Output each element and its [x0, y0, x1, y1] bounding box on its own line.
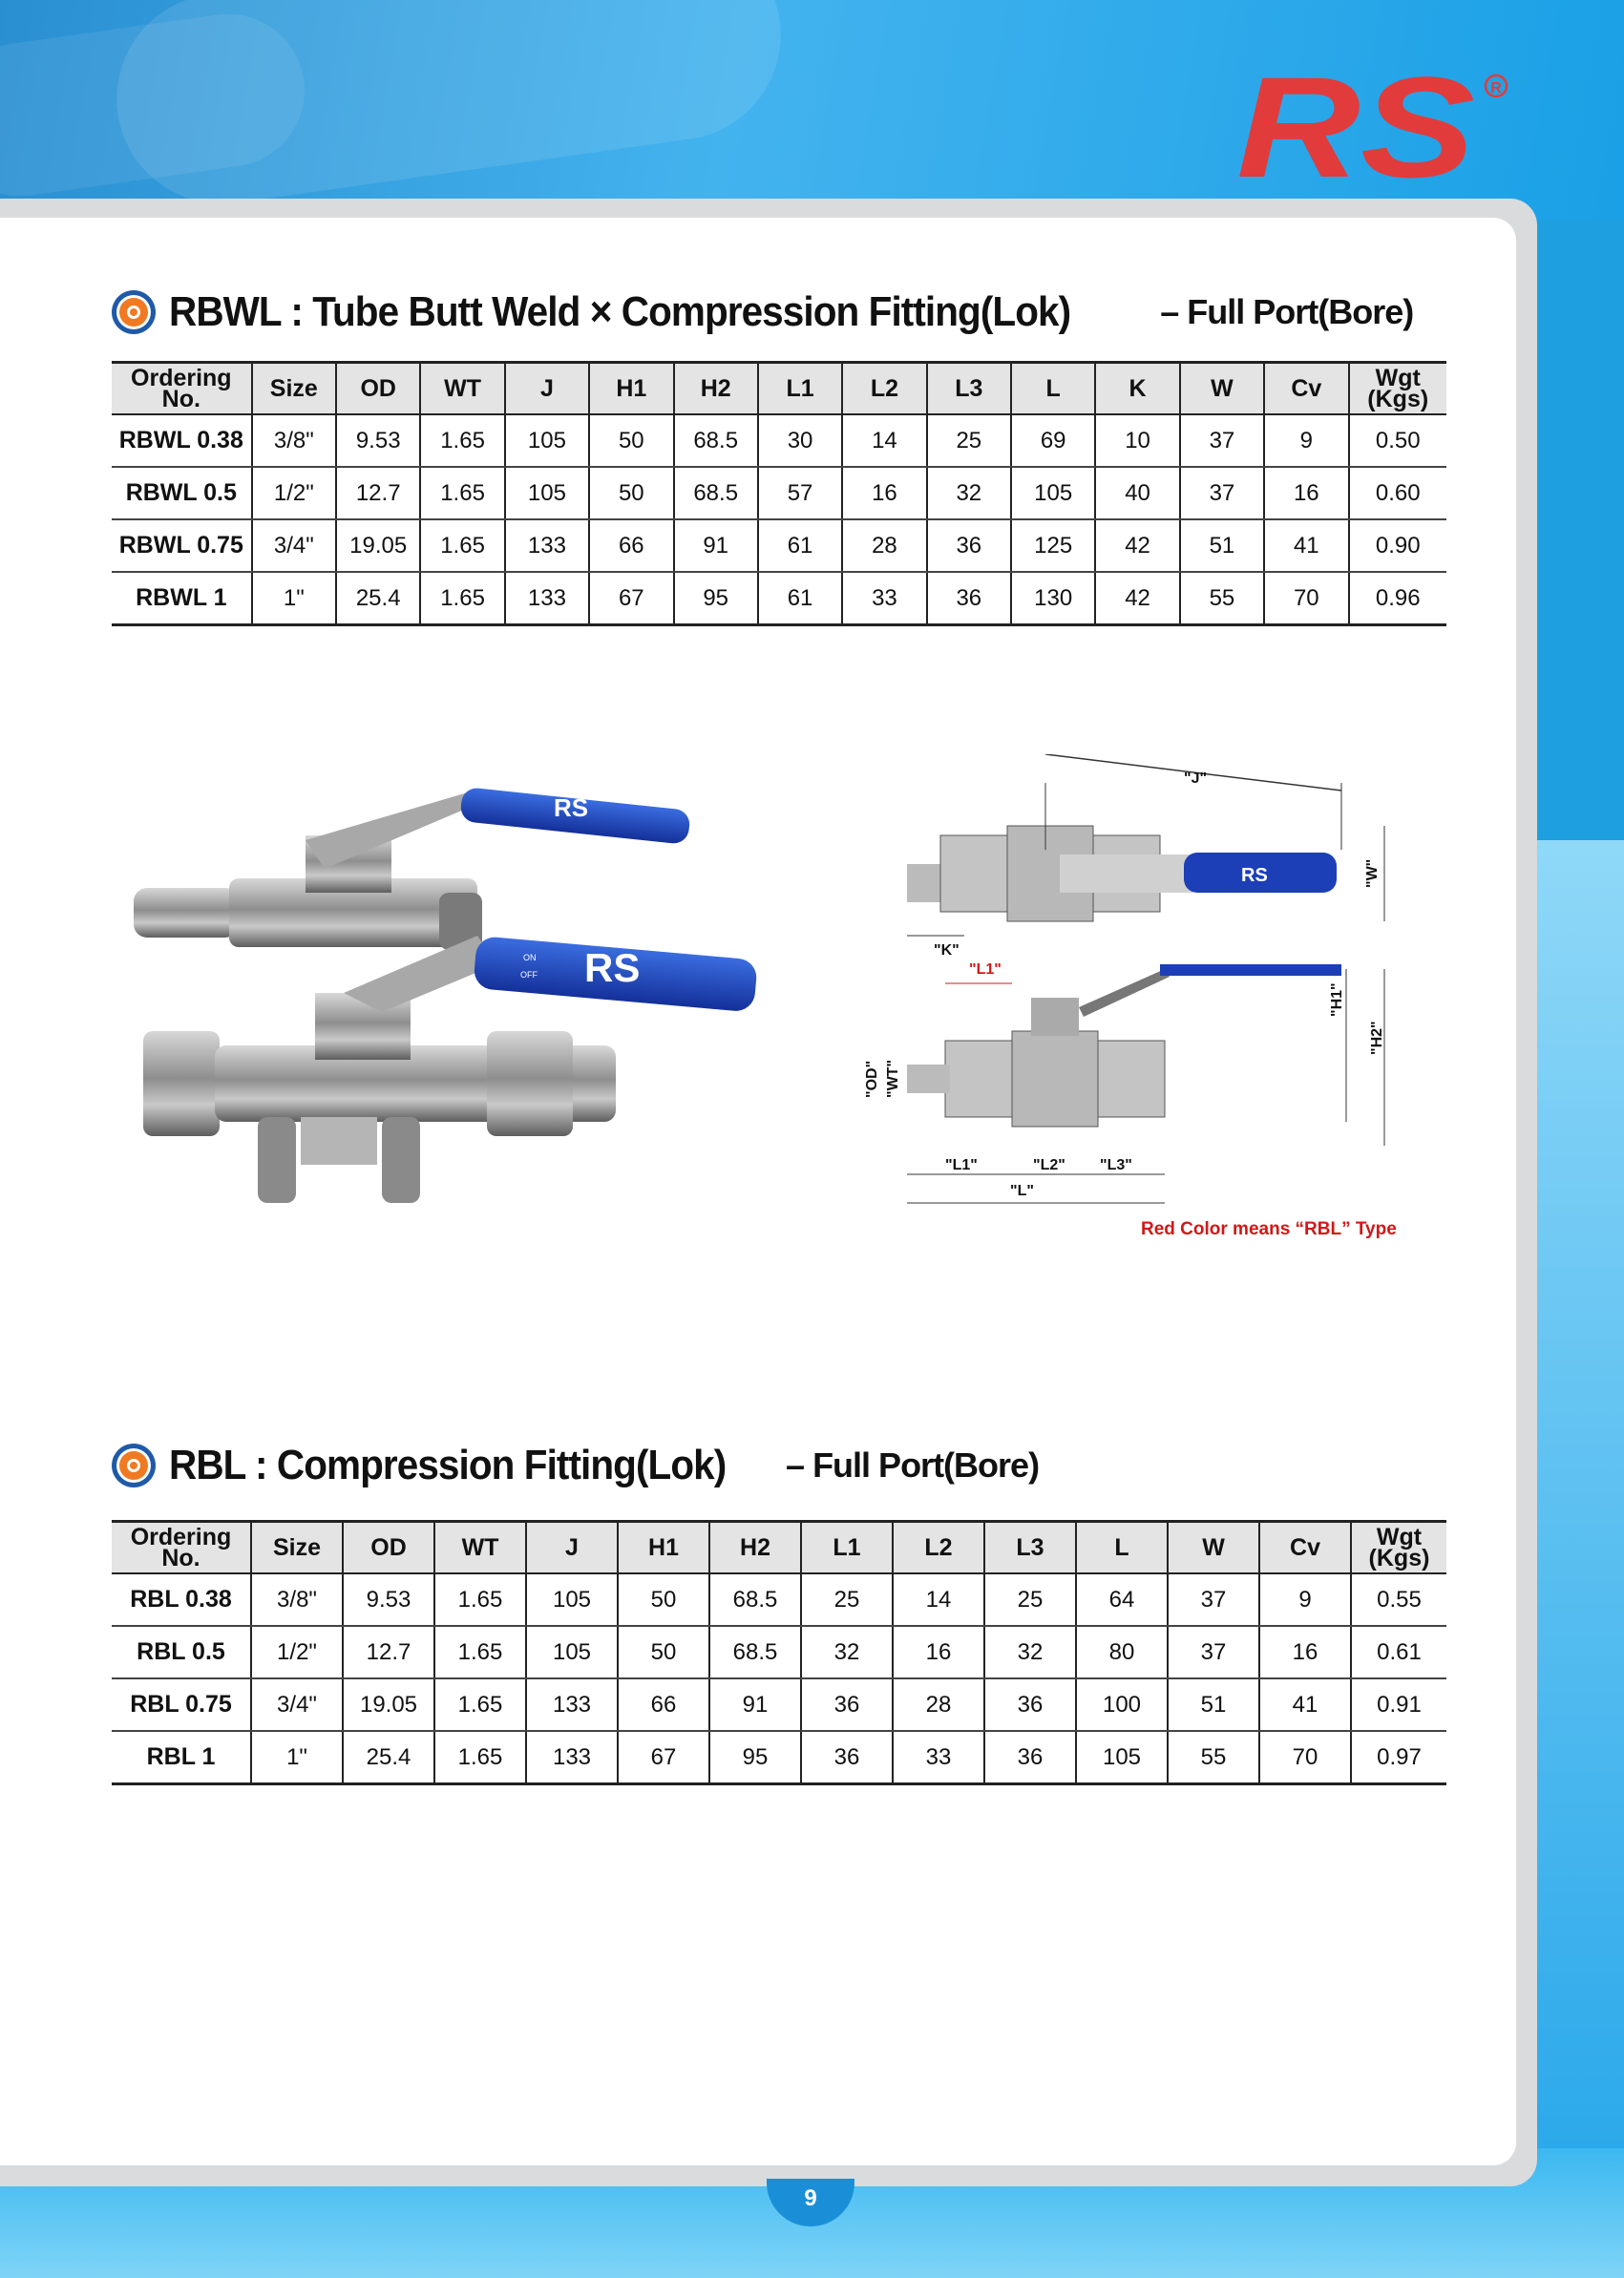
drawing-handle-brand: RS — [1241, 865, 1268, 886]
table-cell: 0.55 — [1351, 1573, 1446, 1626]
page-number: 9 — [767, 2179, 854, 2226]
column-header: Ordering No. — [112, 1522, 251, 1574]
table-cell: 64 — [1076, 1573, 1168, 1626]
table-cell: 3/4" — [251, 1678, 343, 1731]
section-title-rbwl — [110, 288, 1413, 336]
table-row — [112, 1573, 1446, 1626]
column-header: Ordering No. — [112, 363, 252, 415]
column-header: L — [1011, 363, 1095, 415]
table-cell: 36 — [801, 1678, 893, 1731]
table-cell: 37 — [1168, 1626, 1259, 1678]
column-header: W — [1180, 363, 1264, 415]
column-header: Size — [252, 363, 336, 415]
ordering-number-cell: RBL 0.38 — [112, 1573, 251, 1626]
column-header: K — [1095, 363, 1179, 415]
table-cell: 1/2" — [251, 1626, 343, 1678]
table-cell: 16 — [893, 1626, 984, 1678]
table-cell: 50 — [589, 414, 673, 467]
table-cell: 133 — [505, 572, 589, 625]
column-header: Cv — [1259, 1522, 1351, 1574]
table-cell: 1.65 — [434, 1678, 526, 1731]
column-header: OD — [343, 1522, 434, 1574]
column-header: L2 — [893, 1522, 984, 1574]
brand-logo — [1236, 67, 1508, 186]
table-cell: 40 — [1095, 467, 1179, 519]
table-cell: 16 — [1264, 467, 1348, 519]
table-cell: 19.05 — [343, 1678, 434, 1731]
table-cell: 51 — [1180, 519, 1264, 572]
table-cell: 9 — [1264, 414, 1348, 467]
table-cell: 30 — [758, 414, 842, 467]
ordering-number-cell: RBL 1 — [112, 1731, 251, 1784]
table-row — [112, 1731, 1446, 1784]
table-cell: 3/8" — [252, 414, 336, 467]
table-cell: 50 — [589, 467, 673, 519]
table-row — [112, 414, 1446, 467]
table-cell: 1.65 — [434, 1731, 526, 1784]
table-cell: 32 — [984, 1626, 1076, 1678]
product-photo — [134, 773, 821, 1251]
table-cell: 1.65 — [434, 1573, 526, 1626]
column-header: L3 — [927, 363, 1011, 415]
table-cell: 25.4 — [336, 572, 420, 625]
column-header: Size — [251, 1522, 343, 1574]
column-header: L2 — [842, 363, 926, 415]
table-cell: 0.60 — [1349, 467, 1447, 519]
rbl-type-note: Red Color means “RBL” Type — [1141, 1219, 1397, 1239]
table-cell: 25 — [927, 414, 1011, 467]
section-title-text: RBL : Compression Fitting(Lok) — [169, 1442, 727, 1488]
table-cell: 14 — [842, 414, 926, 467]
photo-handle-brand: RS — [554, 793, 589, 822]
table-cell: 25 — [984, 1573, 1076, 1626]
table-cell: 36 — [984, 1731, 1076, 1784]
table-row — [112, 572, 1446, 625]
table-cell: 9 — [1259, 1573, 1351, 1626]
column-header: J — [505, 363, 589, 415]
table-cell: 37 — [1168, 1573, 1259, 1626]
table-row — [112, 1678, 1446, 1731]
column-header: L3 — [984, 1522, 1076, 1574]
table-cell: 9.53 — [336, 414, 420, 467]
table-row — [112, 467, 1446, 519]
table-cell: 133 — [505, 519, 589, 572]
table-cell: 9.53 — [343, 1573, 434, 1626]
table-cell: 50 — [618, 1573, 709, 1626]
table-cell: 41 — [1264, 519, 1348, 572]
column-header: H2 — [709, 1522, 801, 1574]
table-cell: 10 — [1095, 414, 1179, 467]
section-subtitle: – Full Port(Bore) — [1160, 292, 1414, 331]
table-cell: 70 — [1259, 1731, 1351, 1784]
table-cell: 105 — [1076, 1731, 1168, 1784]
table-cell: 68.5 — [674, 467, 758, 519]
table-cell: 105 — [526, 1626, 618, 1678]
dim-label-l: "L" — [1010, 1183, 1034, 1199]
table-cell: 1/2" — [252, 467, 336, 519]
table-cell: 25.4 — [343, 1731, 434, 1784]
table-cell: 33 — [842, 572, 926, 625]
table-cell: 37 — [1180, 414, 1264, 467]
table-cell: 1" — [251, 1731, 343, 1784]
table-cell: 3/4" — [252, 519, 336, 572]
dim-label-od: "OD" — [864, 1060, 880, 1098]
dim-label-h1: "H1" — [1329, 982, 1345, 1017]
table-cell: 55 — [1168, 1731, 1259, 1784]
dim-label-l2: "L2" — [1033, 1157, 1065, 1173]
column-header: L1 — [801, 1522, 893, 1574]
table-cell: 51 — [1168, 1678, 1259, 1731]
table-cell: 1.65 — [434, 1626, 526, 1678]
table-cell: 70 — [1264, 572, 1348, 625]
dim-label-wt: "WT" — [885, 1059, 901, 1098]
dim-label-k: "K" — [934, 942, 960, 959]
table-cell: 55 — [1180, 572, 1264, 625]
section-title-text: RBWL : Tube Butt Weld × Compression Fitting(Lok) — [169, 288, 1071, 335]
dim-label-l3: "L3" — [1100, 1157, 1132, 1173]
dim-label-l1-red: "L1" — [969, 961, 1002, 978]
table-cell: 100 — [1076, 1678, 1168, 1731]
table-cell: 16 — [1259, 1626, 1351, 1678]
table-cell: 133 — [526, 1731, 618, 1784]
table-cell: 37 — [1180, 467, 1264, 519]
table-cell: 80 — [1076, 1626, 1168, 1678]
table-cell: 1" — [252, 572, 336, 625]
table-cell: 57 — [758, 467, 842, 519]
table-cell: 33 — [893, 1731, 984, 1784]
column-header: WT — [420, 363, 504, 415]
column-header: J — [526, 1522, 618, 1574]
table-cell: 19.05 — [336, 519, 420, 572]
table-cell: 42 — [1095, 519, 1179, 572]
table-cell: 32 — [801, 1626, 893, 1678]
table-cell: 68.5 — [709, 1573, 801, 1626]
table-cell: 95 — [674, 572, 758, 625]
table-cell: 1.65 — [420, 467, 504, 519]
table-cell: 67 — [589, 572, 673, 625]
table-cell: 36 — [984, 1678, 1076, 1731]
column-header: Wgt (Kgs) — [1349, 363, 1447, 415]
table-cell: 61 — [758, 572, 842, 625]
table-cell: 0.96 — [1349, 572, 1447, 625]
section-title-rbl — [110, 1442, 1039, 1489]
ordering-number-cell: RBWL 0.38 — [112, 414, 252, 467]
spec-table-rbl — [112, 1520, 1446, 1785]
table-row — [112, 1626, 1446, 1678]
table-row — [112, 519, 1446, 572]
table-cell: 67 — [618, 1731, 709, 1784]
ordering-number-cell: RBWL 0.75 — [112, 519, 252, 572]
table-cell: 1.65 — [420, 572, 504, 625]
table-cell: 0.97 — [1351, 1731, 1446, 1784]
brand-logo-text: RS — [1236, 67, 1475, 186]
table-cell: 25 — [801, 1573, 893, 1626]
table-cell: 130 — [1011, 572, 1095, 625]
table-cell: 69 — [1011, 414, 1095, 467]
column-header: OD — [336, 363, 420, 415]
table-cell: 66 — [589, 519, 673, 572]
table-cell: 12.7 — [343, 1626, 434, 1678]
column-header: H2 — [674, 363, 758, 415]
table-cell: 1.65 — [420, 519, 504, 572]
table-cell: 66 — [618, 1678, 709, 1731]
dim-label-w: "W" — [1364, 858, 1381, 888]
table-cell: 42 — [1095, 572, 1179, 625]
table-cell: 105 — [526, 1573, 618, 1626]
table-cell: 91 — [674, 519, 758, 572]
column-header: Cv — [1264, 363, 1348, 415]
gear-bullet-icon — [110, 288, 158, 336]
dim-label-j: "J" — [1184, 770, 1208, 787]
spec-table-rbwl — [112, 361, 1446, 626]
column-header: H1 — [589, 363, 673, 415]
table-cell: 36 — [927, 519, 1011, 572]
table-cell: 91 — [709, 1678, 801, 1731]
ordering-number-cell: RBWL 0.5 — [112, 467, 252, 519]
table-cell: 61 — [758, 519, 842, 572]
table-cell: 125 — [1011, 519, 1095, 572]
table-cell: 36 — [927, 572, 1011, 625]
section-subtitle: – Full Port(Bore) — [786, 1445, 1040, 1485]
table-cell: 28 — [842, 519, 926, 572]
side-band — [1528, 840, 1624, 2177]
table-cell: 105 — [1011, 467, 1095, 519]
table-cell: 36 — [801, 1731, 893, 1784]
table-cell: 14 — [893, 1573, 984, 1626]
photo-handle-brand-2: RS — [584, 945, 641, 990]
column-header: H1 — [618, 1522, 709, 1574]
table-cell: 32 — [927, 467, 1011, 519]
dimension-drawing — [821, 754, 1442, 1251]
ordering-number-cell: RBL 0.75 — [112, 1678, 251, 1731]
dim-label-l1: "L1" — [945, 1157, 978, 1173]
column-header: L1 — [758, 363, 842, 415]
photo-handle-off: OFF — [520, 970, 538, 980]
table-cell: 105 — [505, 467, 589, 519]
ordering-number-cell: RBWL 1 — [112, 572, 252, 625]
table-cell: 95 — [709, 1731, 801, 1784]
table-cell: 28 — [893, 1678, 984, 1731]
column-header: W — [1168, 1522, 1259, 1574]
photo-handle-on: ON — [523, 953, 537, 962]
gear-bullet-icon — [110, 1442, 158, 1489]
table-cell: 68.5 — [674, 414, 758, 467]
table-cell: 50 — [618, 1626, 709, 1678]
table-cell: 133 — [526, 1678, 618, 1731]
table-cell: 16 — [842, 467, 926, 519]
dim-label-h2: "H2" — [1369, 1021, 1385, 1055]
svg-text:R: R — [1490, 80, 1502, 96]
ordering-number-cell: RBL 0.5 — [112, 1626, 251, 1678]
table-cell: 68.5 — [709, 1626, 801, 1678]
table-cell: 0.61 — [1351, 1626, 1446, 1678]
table-cell: 41 — [1259, 1678, 1351, 1731]
column-header: Wgt (Kgs) — [1351, 1522, 1446, 1574]
table-cell: 0.90 — [1349, 519, 1447, 572]
table-cell: 0.50 — [1349, 414, 1447, 467]
table-cell: 1.65 — [420, 414, 504, 467]
table-cell: 0.91 — [1351, 1678, 1446, 1731]
table-cell: 12.7 — [336, 467, 420, 519]
table-cell: 105 — [505, 414, 589, 467]
column-header: L — [1076, 1522, 1168, 1574]
column-header: WT — [434, 1522, 526, 1574]
table-cell: 3/8" — [251, 1573, 343, 1626]
